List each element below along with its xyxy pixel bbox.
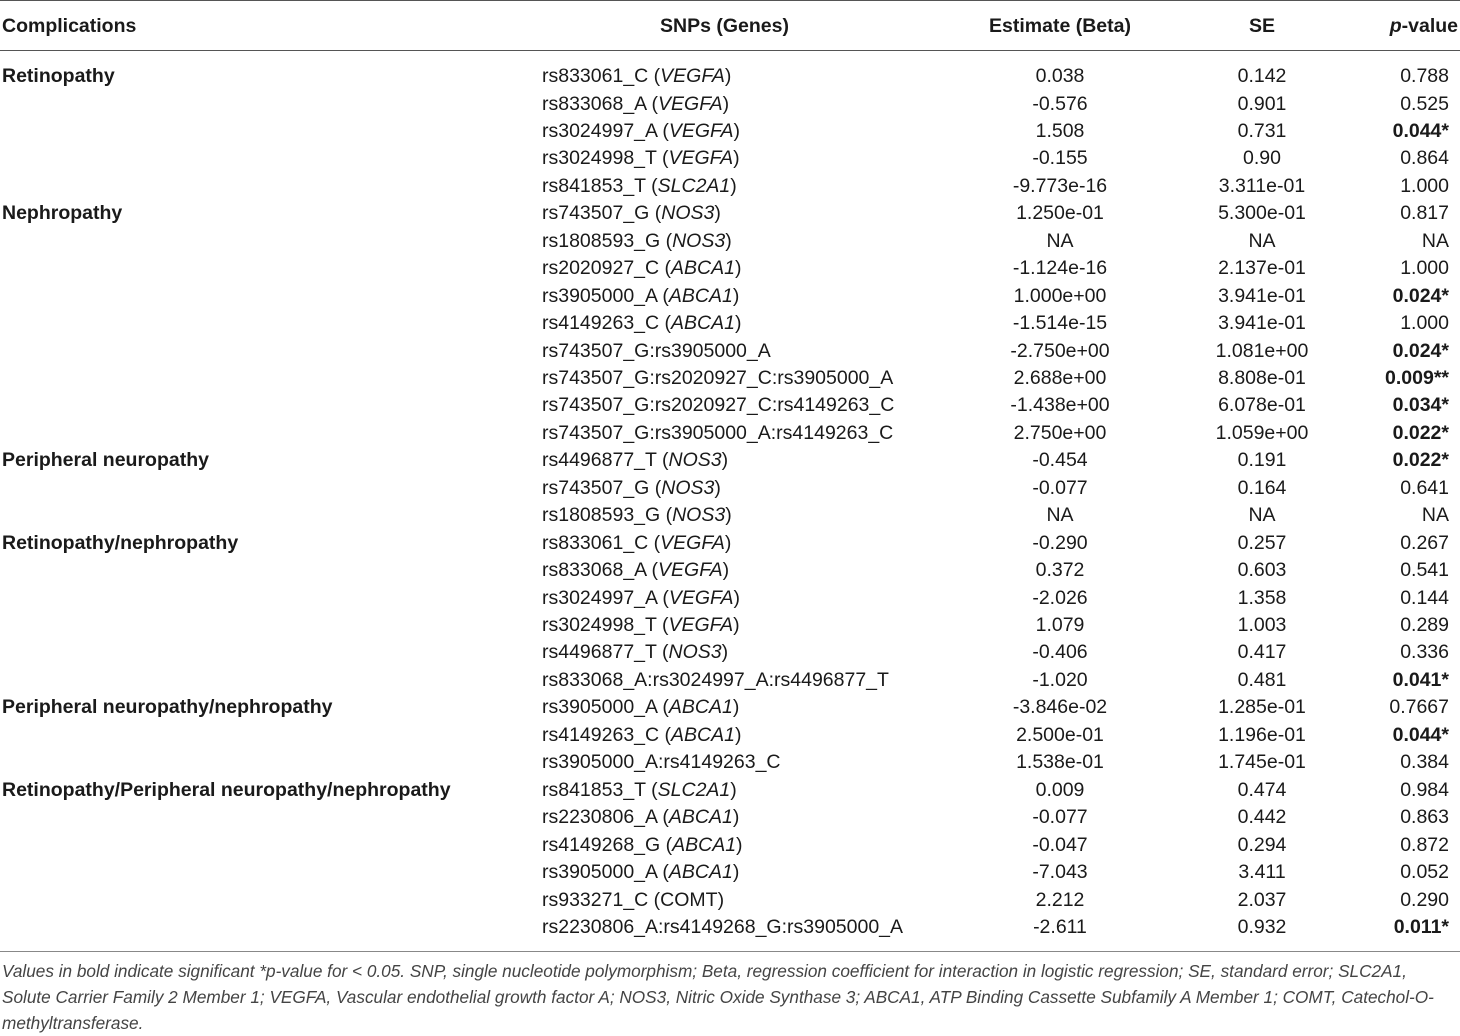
snp-cell: rs3905000_A (ABCA1) <box>542 861 740 883</box>
p-value-cell: 0.984 <box>1400 778 1449 801</box>
se-cell: NA <box>1248 504 1276 527</box>
beta-cell: 2.688e+00 <box>1013 366 1107 389</box>
gene-name: VEGFA <box>668 119 734 142</box>
snp-cell: rs841853_T (SLC2A1) <box>542 778 737 801</box>
snp-id: rs3905000_A <box>542 284 657 307</box>
snp-cell <box>542 367 893 389</box>
snp-cell: rs743507_G (NOS3) <box>542 202 721 225</box>
header-complications: Complications <box>2 15 137 37</box>
header-se: SE <box>1248 15 1275 37</box>
gene-name: ABCA1 <box>668 284 733 307</box>
gene-name: ABCA1 <box>672 833 737 856</box>
p-value-cell: 0.7667 <box>1389 696 1449 719</box>
p-value-significant: 0.011* <box>1393 915 1449 938</box>
snp-id: rs4149263_C <box>542 723 660 746</box>
gene-name: VEGFA <box>668 147 734 170</box>
gene-name: ABCA1 <box>671 723 735 746</box>
se-cell: 0.442 <box>1237 806 1287 829</box>
beta-cell: -0.290 <box>1032 531 1088 554</box>
snp-cell <box>542 422 893 444</box>
p-value-significant: 0.022* <box>1392 449 1449 472</box>
p-value-significant: 0.044* <box>1392 119 1449 142</box>
complication-label: Nephropathy <box>2 202 123 225</box>
snp-cell: rs833068_A (VEGFA) <box>542 559 730 582</box>
gene-name: NOS3 <box>661 202 715 225</box>
se-cell: 1.059e+00 <box>1215 421 1309 444</box>
se-cell: 1.196e-01 <box>1218 723 1306 746</box>
gene-name: SLC2A1 <box>657 778 731 801</box>
p-value-cell: 0.863 <box>1400 806 1449 829</box>
se-cell: 0.603 <box>1237 559 1287 582</box>
snp-id: rs743507_G:rs3905000_A <box>542 339 771 362</box>
snp-id: rs833061_C <box>542 65 649 87</box>
p-value-significant: 0.024* <box>1392 284 1449 307</box>
se-cell: 1.358 <box>1237 586 1287 609</box>
gene-name: VEGFA <box>668 614 734 636</box>
snp-id: rs2230806_A:rs4149268_G:rs3905000_A <box>542 915 904 938</box>
complication-label: Retinopathy <box>2 65 115 87</box>
p-value-cell: 0.267 <box>1400 531 1449 554</box>
beta-cell: 2.212 <box>1035 888 1085 911</box>
p-value-cell: 0.144 <box>1400 586 1449 609</box>
snp-id: rs743507_G:rs2020927_C:rs3905000_A <box>542 366 894 389</box>
table-header-rule <box>0 50 1460 51</box>
beta-cell: 2.500e-01 <box>1016 723 1104 746</box>
header-estimate: Estimate (Beta) <box>989 15 1131 37</box>
table-top-rule <box>0 0 1460 1</box>
se-cell: 8.808e-01 <box>1218 366 1306 389</box>
table-bottom-rule <box>0 951 1460 952</box>
beta-cell: -0.155 <box>1032 147 1088 170</box>
se-cell: 3.941e-01 <box>1218 312 1306 334</box>
snp-cell: rs3024997_A (VEGFA) <box>542 586 741 609</box>
beta-cell: NA <box>1046 229 1074 252</box>
gene-name: ABCA1 <box>671 257 735 280</box>
beta-cell: 1.079 <box>1035 614 1085 636</box>
beta-cell: -7.043 <box>1032 861 1088 883</box>
p-value-cell: NA <box>1421 229 1449 252</box>
se-cell: NA <box>1248 229 1276 252</box>
snp-cell <box>542 669 889 691</box>
snp-id: rs1808593_G <box>542 229 661 252</box>
snp-cell: rs2020927_C (ABCA1) <box>542 257 742 280</box>
table-footnote: Values in bold indicate significant *p-value for < 0.05. SNP, single nucleotide polymorphism; Beta, regression coefficient for interaction in logistic regression; SE, standard error; SLC2A1, Solute Carrier Family 2 Member 1; VEGFA, Vascular endothelial growth factor A; NOS3, Nitric Oxide Synthase 3; ABCA1, ATP Binding Cassette Subfamily A Member 1; COMT, Catechol-O-methyltransferase. <box>2 961 1434 1033</box>
snp-cell: rs3905000_A (ABCA1) <box>542 696 740 719</box>
snp-cell <box>542 916 903 938</box>
p-value-cell: 0.336 <box>1400 641 1449 664</box>
snp-id: rs2020927_C <box>542 257 660 280</box>
se-cell: 0.417 <box>1237 641 1287 664</box>
complication-label: Retinopathy/nephropathy <box>2 531 239 554</box>
snp-id: rs2230806_A <box>542 806 657 829</box>
gene-name: VEGFA <box>658 92 723 115</box>
snp-id: rs743507_G:rs2020927_C:rs4149263_C <box>542 394 895 417</box>
snp-cell: rs4149268_G (ABCA1) <box>542 833 743 856</box>
se-cell: 6.078e-01 <box>1218 394 1306 417</box>
se-cell: 0.901 <box>1237 92 1287 115</box>
complication-label: Retinopathy/Peripheral neuropathy/nephropathy <box>2 778 451 801</box>
beta-cell: -0.077 <box>1032 806 1088 829</box>
gene-name: VEGFA <box>660 65 725 87</box>
header-snps: SNPs (Genes) <box>660 15 789 37</box>
se-cell: 1.745e-01 <box>1218 751 1306 774</box>
beta-cell: -0.047 <box>1032 833 1088 856</box>
header-p-rest: -value <box>1401 15 1458 37</box>
snp-id: rs841853_T <box>542 778 646 801</box>
p-value-cell: 0.052 <box>1400 861 1449 883</box>
snp-id: rs3024997_A <box>542 586 657 609</box>
snp-id: rs4496877_T <box>542 641 657 664</box>
gene-name: ABCA1 <box>668 696 733 719</box>
se-cell: 1.285e-01 <box>1218 696 1306 719</box>
snp-cell: rs841853_T (SLC2A1) <box>542 174 737 197</box>
snp-id: rs743507_G:rs3905000_A:rs4149263_C <box>542 421 894 444</box>
se-cell: 0.164 <box>1237 476 1287 499</box>
p-value-cell: 1.000 <box>1400 312 1449 334</box>
gene-name: NOS3 <box>661 476 715 499</box>
gene-name: NOS3 <box>672 229 726 252</box>
header-p-italic: p <box>1389 15 1402 37</box>
p-value-significant: 0.034* <box>1392 394 1449 417</box>
snp-id: rs3024998_T <box>542 614 657 636</box>
beta-cell: 2.750e+00 <box>1013 421 1107 444</box>
snp-id: rs833061_C <box>542 531 649 554</box>
snp-id: rs3905000_A:rs4149263_C <box>542 751 781 774</box>
gene-name: COMT <box>660 888 718 911</box>
header-p-value <box>1390 15 1458 37</box>
p-value-significant: 0.024* <box>1392 339 1449 362</box>
gene-name: NOS3 <box>668 449 722 472</box>
p-value-cell: 1.000 <box>1400 257 1449 280</box>
gene-name: NOS3 <box>668 641 722 664</box>
beta-cell: -1.124e-16 <box>1012 257 1108 280</box>
se-cell: 3.411 <box>1238 861 1286 883</box>
snp-cell: rs3024997_A (VEGFA) <box>542 119 741 142</box>
gene-name: ABCA1 <box>668 861 733 883</box>
beta-cell: -2.026 <box>1032 586 1088 609</box>
snp-cell: rs4496877_T (NOS3) <box>542 641 729 664</box>
beta-cell: 1.250e-01 <box>1016 202 1104 225</box>
beta-cell: 0.372 <box>1035 559 1085 582</box>
snp-id: rs933271_C <box>542 888 649 911</box>
beta-cell: 1.000e+00 <box>1013 284 1107 307</box>
snp-cell: rs743507_G (NOS3) <box>542 476 721 499</box>
se-cell: 0.90 <box>1243 147 1281 170</box>
p-value-cell: 0.641 <box>1400 476 1449 499</box>
snp-id: rs3024997_A <box>542 119 657 142</box>
p-value-cell: 0.817 <box>1400 202 1449 225</box>
snp-id: rs743507_G <box>542 202 650 225</box>
snp-id: rs1808593_G <box>542 504 661 527</box>
p-value-cell: 0.290 <box>1400 888 1449 911</box>
beta-cell: 0.038 <box>1035 65 1085 87</box>
snp-id: rs833068_A:rs3024997_A:rs4496877_T <box>542 668 889 691</box>
p-value-cell: 0.525 <box>1400 92 1449 115</box>
se-cell: 2.137e-01 <box>1218 257 1306 280</box>
snp-cell: rs3024998_T (VEGFA) <box>542 147 740 170</box>
se-cell: 2.037 <box>1237 888 1287 911</box>
snp-id: rs833068_A <box>542 92 647 115</box>
p-value-cell: 1.000 <box>1400 174 1449 197</box>
beta-cell: NA <box>1046 504 1074 527</box>
p-value-cell: 0.864 <box>1400 147 1449 170</box>
snp-cell: rs933271_C (COMT) <box>542 888 725 911</box>
snp-cell <box>542 751 781 773</box>
snp-cell: rs833061_C (VEGFA) <box>542 531 732 554</box>
se-cell: 0.932 <box>1237 915 1287 938</box>
beta-cell: 1.538e-01 <box>1016 751 1104 774</box>
se-cell: 3.311e-01 <box>1218 174 1306 197</box>
p-value-significant: 0.022* <box>1392 421 1449 444</box>
snp-cell: rs3905000_A (ABCA1) <box>542 284 740 307</box>
snp-cell: rs4149263_C (ABCA1) <box>542 723 742 746</box>
snp-cell: rs4496877_T (NOS3) <box>542 449 729 472</box>
beta-cell: -2.611 <box>1033 915 1087 938</box>
p-value-cell: 0.384 <box>1400 751 1449 774</box>
complication-label: Peripheral neuropathy/nephropathy <box>2 696 333 719</box>
se-cell: 0.481 <box>1237 668 1287 691</box>
beta-cell: -3.846e-02 <box>1012 696 1108 719</box>
p-value-cell: NA <box>1421 504 1449 527</box>
snp-cell: rs833061_C (VEGFA) <box>542 65 732 87</box>
snp-id: rs3905000_A <box>542 861 657 883</box>
beta-cell: 0.009 <box>1035 778 1085 801</box>
se-cell: 3.941e-01 <box>1218 284 1306 307</box>
snp-cell: rs1808593_G (NOS3) <box>542 504 732 527</box>
gene-name: ABCA1 <box>668 806 733 829</box>
gene-name: NOS3 <box>672 504 726 527</box>
beta-cell: -1.438e+00 <box>1010 394 1110 417</box>
snp-cell: rs2230806_A (ABCA1) <box>542 806 740 829</box>
p-value-cell: 0.289 <box>1400 614 1449 636</box>
beta-cell: -9.773e-16 <box>1012 174 1108 197</box>
snp-id: rs4149268_G <box>542 833 661 856</box>
se-cell: 5.300e-01 <box>1218 202 1306 225</box>
snp-cell <box>542 340 771 362</box>
snp-cell: rs4149263_C (ABCA1) <box>542 312 742 334</box>
gene-name: VEGFA <box>668 586 734 609</box>
snp-cell: rs3024998_T (VEGFA) <box>542 614 740 636</box>
se-cell: 0.294 <box>1237 833 1287 856</box>
snp-id: rs4149263_C <box>542 312 660 334</box>
snp-cell <box>542 394 894 416</box>
snp-id: rs841853_T <box>542 174 646 197</box>
se-cell: 0.142 <box>1237 65 1287 87</box>
beta-cell: -0.576 <box>1032 92 1088 115</box>
se-cell: 0.474 <box>1237 778 1287 801</box>
beta-cell: -2.750e+00 <box>1010 339 1110 362</box>
p-value-cell: 0.872 <box>1400 833 1449 856</box>
p-value-significant: 0.041* <box>1392 668 1449 691</box>
gene-name: ABCA1 <box>671 312 735 334</box>
snp-id: rs743507_G <box>542 476 650 499</box>
se-cell: 0.191 <box>1237 449 1287 472</box>
gene-name: SLC2A1 <box>657 174 731 197</box>
se-cell: 1.081e+00 <box>1215 339 1309 362</box>
se-cell: 1.003 <box>1237 614 1287 636</box>
beta-cell: -0.406 <box>1032 641 1088 664</box>
snp-cell: rs833068_A (VEGFA) <box>542 92 730 115</box>
se-cell: 0.731 <box>1237 119 1287 142</box>
p-value-significant: 0.009** <box>1385 366 1449 389</box>
snp-id: rs4496877_T <box>542 449 657 472</box>
beta-cell: -0.077 <box>1032 476 1088 499</box>
se-cell: 0.257 <box>1237 531 1287 554</box>
gene-name: VEGFA <box>658 559 723 582</box>
beta-cell: 1.508 <box>1035 119 1085 142</box>
complication-label: Peripheral neuropathy <box>2 449 209 472</box>
p-value-cell: 0.541 <box>1400 559 1449 582</box>
p-value-cell: 0.788 <box>1400 65 1449 87</box>
beta-cell: -1.514e-15 <box>1012 312 1108 334</box>
gene-name: VEGFA <box>660 531 725 554</box>
snp-cell: rs1808593_G (NOS3) <box>542 229 732 252</box>
beta-cell: -1.020 <box>1032 668 1088 691</box>
snp-id: rs3024998_T <box>542 147 657 170</box>
beta-cell: -0.454 <box>1032 449 1088 472</box>
snp-id: rs833068_A <box>542 559 647 582</box>
p-value-significant: 0.044* <box>1392 723 1449 746</box>
snp-id: rs3905000_A <box>542 696 657 719</box>
